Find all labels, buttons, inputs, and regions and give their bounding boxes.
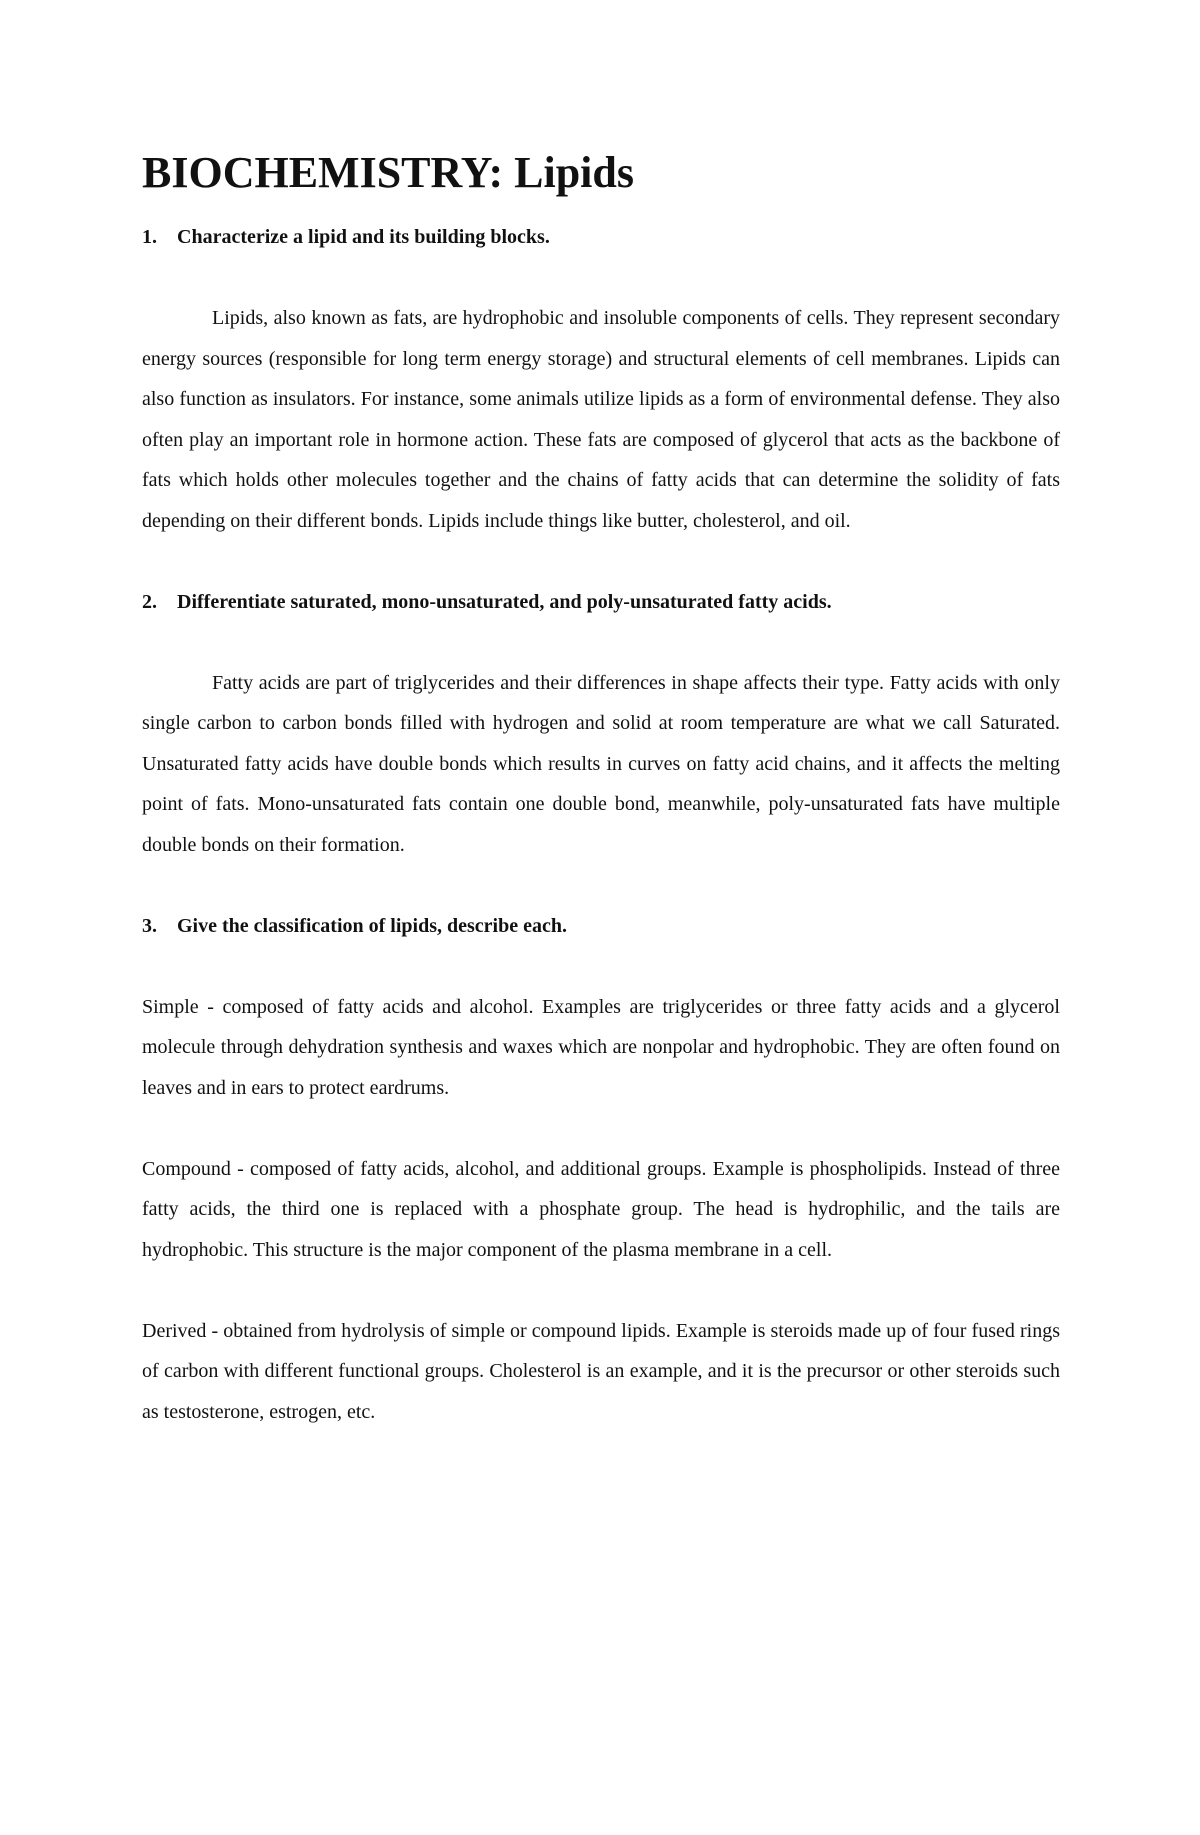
document-content — [142, 143, 1060, 1432]
spacer — [142, 622, 1060, 663]
page-title: BIOCHEMISTRY: Lipids — [142, 148, 634, 197]
spacer — [142, 865, 1060, 906]
question-2-text: Differentiate saturated, mono-unsaturated, and poly-unsaturated fatty acids. — [177, 590, 832, 613]
classification-simple: Simple - composed of fatty acids and alcohol. Examples are triglycerides or three fatty acids and a glycerol molecule through dehydration synthesis and waxes which are nonpolar and hydrophobic. They are often found on leaves and in ears to protect eardrums. — [142, 995, 1060, 1099]
question-3-text: Give the classification of lipids, describe each. — [177, 914, 567, 937]
classification-compound: Compound - composed of fatty acids, alcohol, and additional groups. Example is phospholipids. Instead of three fatty acids, the third one is replaced with a phosphate group. The head is hydrophilic, and the tails are hydrophobic. This structure is the major component of the plasma membrane in a cell. — [142, 1157, 1060, 1261]
question-2-heading — [142, 582, 1060, 623]
spacer — [142, 203, 1060, 217]
question-1-heading — [142, 217, 1060, 258]
question-3-heading — [142, 906, 1060, 947]
question-1-answer: Lipids, also known as fats, are hydrophobic and insoluble components of cells. They represent secondary energy sources (responsible for long term energy storage) and structural elements of cell membranes. Lipids can also function as insulators. For instance, some animals utilize lipids as a form of environmental defense. They also often play an important role in hormone action. These fats are composed of glycerol that acts as the backbone of fats which holds other molecules together and the chains of fatty acids that can determine the solidity of fats depending on their different bonds. Lipids include things like butter, cholesterol, and oil. — [142, 307, 1060, 532]
question-1-number: 1. — [142, 226, 157, 248]
spacer — [142, 1270, 1060, 1311]
question-2-number: 2. — [142, 590, 157, 613]
spacer — [142, 541, 1060, 582]
question-3-number: 3. — [142, 914, 157, 937]
question-1-text: Characterize a lipid and its building blocks. — [177, 226, 550, 248]
spacer — [142, 1108, 1060, 1149]
spacer — [142, 946, 1060, 987]
classification-derived: Derived - obtained from hydrolysis of simple or compound lipids. Example is steroids made up of four fused rings of carbon with different functional groups. Cholesterol is an example, and it is the precursor or other steroids such as testosterone, estrogen, etc. — [142, 1319, 1060, 1423]
question-2-answer: Fatty acids are part of triglycerides and their differences in shape affects their type. Fatty acids with only single carbon to carbon bonds filled with hydrogen and solid at room temperature are what we call Saturated. Unsaturated fatty acids have double bonds which results in curves on fatty acid chains, and it affects the melting point of fats. Mono-unsaturated fats contain one double bond, meanwhile, poly-unsaturated fats have multiple double bonds on their formation. — [142, 671, 1060, 856]
spacer — [142, 258, 1060, 299]
